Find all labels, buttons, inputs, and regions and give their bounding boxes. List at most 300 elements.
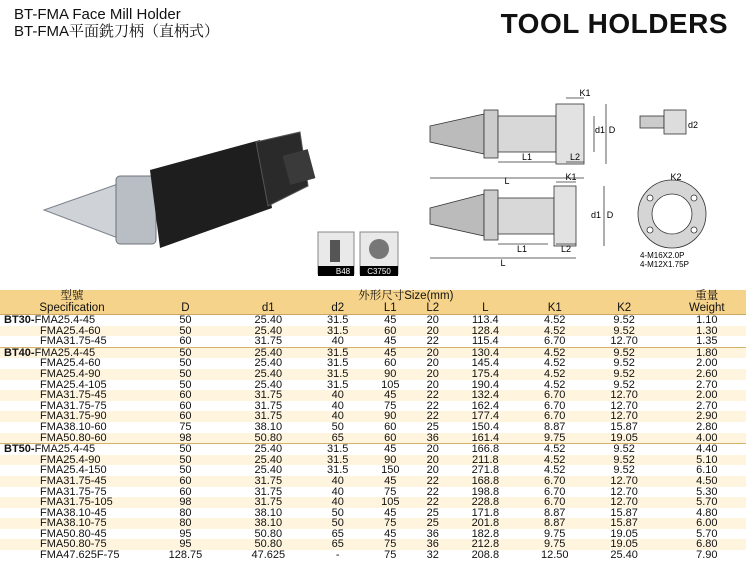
cell-model-code: FMA25.4-105 bbox=[40, 378, 107, 391]
cell-d1: 31.75 bbox=[227, 411, 310, 422]
cell-model-code: FMA31.75-45 bbox=[40, 389, 107, 402]
cell-spacer bbox=[659, 326, 668, 337]
cell-d1: 25.40 bbox=[227, 315, 310, 326]
cell-d2: - bbox=[310, 550, 366, 561]
cell-K1: 12.50 bbox=[520, 550, 589, 561]
cell-K2: 12.70 bbox=[589, 390, 658, 401]
cell-W: 2.00 bbox=[668, 390, 746, 401]
cell-L: 201.8 bbox=[451, 518, 520, 529]
cell-model bbox=[0, 550, 144, 561]
cell-K2: 15.87 bbox=[589, 518, 658, 529]
cell-model-code: FMA25.4-90 bbox=[40, 453, 101, 466]
cell-d2: 40 bbox=[310, 411, 366, 422]
cell-K1: 6.70 bbox=[520, 401, 589, 412]
cell-D: 80 bbox=[144, 518, 227, 529]
cell-d2: 31.5 bbox=[310, 347, 366, 358]
cell-L1: 60 bbox=[366, 422, 415, 433]
dim-D-2: D bbox=[606, 210, 614, 220]
cell-model-code: FMA25.4-45 bbox=[34, 346, 96, 359]
cell-d1: 25.40 bbox=[227, 347, 310, 358]
cell-spacer bbox=[659, 369, 668, 380]
cell-model-code: FMA25.4-90 bbox=[40, 367, 101, 380]
cell-spacer bbox=[659, 455, 668, 466]
cell-K1: 4.52 bbox=[520, 444, 589, 455]
dim-K1-2: K1 bbox=[565, 172, 577, 182]
cell-spacer bbox=[659, 411, 668, 422]
dim-d2: d2 bbox=[688, 120, 699, 130]
cell-d1: 31.75 bbox=[227, 476, 310, 487]
cell-L2: 22 bbox=[415, 411, 451, 422]
cell-d2: 40 bbox=[310, 487, 366, 498]
cell-spacer bbox=[659, 476, 668, 487]
brand-heading: TOOL HOLDERS bbox=[500, 8, 728, 39]
cell-model-code: FMA38.10-45 bbox=[40, 506, 107, 519]
cell-L: 212.8 bbox=[451, 539, 520, 550]
cell-spacer bbox=[659, 433, 668, 444]
cell-K1: 4.52 bbox=[520, 455, 589, 466]
cell-spacer bbox=[659, 380, 668, 391]
cell-D: 75 bbox=[144, 422, 227, 433]
cell-L2: 36 bbox=[415, 433, 451, 444]
cell-K2: 9.52 bbox=[589, 347, 658, 358]
cell-K2: 15.87 bbox=[589, 508, 658, 519]
cell-K2: 12.70 bbox=[589, 476, 658, 487]
cell-L2: 20 bbox=[415, 326, 451, 337]
cell-L1: 105 bbox=[366, 497, 415, 508]
cell-spacer bbox=[659, 529, 668, 540]
cell-d2: 31.5 bbox=[310, 358, 366, 369]
cell-L1: 45 bbox=[366, 315, 415, 326]
cell-K1: 6.70 bbox=[520, 390, 589, 401]
cell-W: 5.70 bbox=[668, 497, 746, 508]
cell-K2: 19.05 bbox=[589, 529, 658, 540]
cell-L: 132.4 bbox=[451, 390, 520, 401]
cell-model-code: FMA38.10-60 bbox=[40, 420, 107, 433]
cell-K1: 6.70 bbox=[520, 411, 589, 422]
cell-W: 5.30 bbox=[668, 487, 746, 498]
cell-model-code: FMA25.4-60 bbox=[40, 324, 101, 337]
header-d1: d1 bbox=[227, 302, 310, 315]
header-K2: K2 bbox=[589, 302, 658, 315]
cell-d1: 25.40 bbox=[227, 326, 310, 337]
cell-D: 50 bbox=[144, 358, 227, 369]
cell-D: 50 bbox=[144, 315, 227, 326]
spec-table bbox=[0, 290, 746, 561]
cell-d2: 40 bbox=[310, 497, 366, 508]
cell-K1: 6.70 bbox=[520, 476, 589, 487]
acc-label-2: C3750 bbox=[367, 267, 391, 276]
cell-K2: 9.52 bbox=[589, 380, 658, 391]
cell-d1: 47.625 bbox=[227, 550, 310, 561]
acc-label-1: B48 bbox=[335, 267, 351, 276]
cell-K2: 12.70 bbox=[589, 497, 658, 508]
cell-spacer bbox=[659, 358, 668, 369]
cell-K2: 9.52 bbox=[589, 369, 658, 380]
cell-K2: 9.52 bbox=[589, 465, 658, 476]
cell-K2: 9.52 bbox=[589, 358, 658, 369]
cell-K1: 8.87 bbox=[520, 518, 589, 529]
cell-W: 2.00 bbox=[668, 358, 746, 369]
cell-L2: 20 bbox=[415, 315, 451, 326]
cell-d1: 31.75 bbox=[227, 390, 310, 401]
header-L2: L2 bbox=[415, 302, 451, 315]
cell-L1: 45 bbox=[366, 444, 415, 455]
cell-L: 130.4 bbox=[451, 347, 520, 358]
cell-L: 198.8 bbox=[451, 487, 520, 498]
cell-model bbox=[0, 422, 144, 433]
cell-L: 175.4 bbox=[451, 369, 520, 380]
front-view bbox=[638, 180, 706, 248]
cell-d1: 50.80 bbox=[227, 433, 310, 444]
table-row bbox=[0, 336, 746, 347]
cell-spacer bbox=[659, 497, 668, 508]
cell-d1: 25.40 bbox=[227, 358, 310, 369]
cell-d2: 40 bbox=[310, 476, 366, 487]
cell-d1: 31.75 bbox=[227, 497, 310, 508]
table-row bbox=[0, 315, 746, 326]
cell-L2: 20 bbox=[415, 347, 451, 358]
cell-L: 162.4 bbox=[451, 401, 520, 412]
cell-model-code: FMA25.4-45 bbox=[34, 443, 96, 456]
cell-d1: 31.75 bbox=[227, 487, 310, 498]
cell-K1: 4.52 bbox=[520, 347, 589, 358]
cell-D: 50 bbox=[144, 326, 227, 337]
cell-D: 60 bbox=[144, 476, 227, 487]
cell-d2: 31.5 bbox=[310, 465, 366, 476]
cell-L: 161.4 bbox=[451, 433, 520, 444]
cell-D: 50 bbox=[144, 347, 227, 358]
cell-d2: 65 bbox=[310, 529, 366, 540]
cell-K1: 8.87 bbox=[520, 422, 589, 433]
cell-K1: 9.75 bbox=[520, 539, 589, 550]
cell-W: 4.40 bbox=[668, 444, 746, 455]
cell-K1: 6.70 bbox=[520, 336, 589, 347]
cell-D: 80 bbox=[144, 508, 227, 519]
cell-spacer bbox=[659, 539, 668, 550]
dim-L1-2: L1 bbox=[516, 244, 528, 254]
cell-K2: 19.05 bbox=[589, 539, 658, 550]
cell-model-code: FMA31.75-45 bbox=[40, 474, 107, 487]
cell-group: BT30- bbox=[4, 314, 35, 326]
cell-model-code: FMA25.4-150 bbox=[40, 464, 107, 477]
cell-group: BT40- bbox=[4, 346, 35, 359]
cell-D: 60 bbox=[144, 401, 227, 412]
cell-L1: 60 bbox=[366, 358, 415, 369]
cell-L: 166.8 bbox=[451, 444, 520, 455]
cell-L: 177.4 bbox=[451, 411, 520, 422]
cell-W: 2.80 bbox=[668, 422, 746, 433]
cell-D: 50 bbox=[144, 455, 227, 466]
cell-L2: 25 bbox=[415, 422, 451, 433]
dim-L-2: L bbox=[500, 258, 506, 268]
header-D: D bbox=[144, 302, 227, 315]
table-row bbox=[0, 369, 746, 380]
cell-d2: 40 bbox=[310, 336, 366, 347]
cell-K1: 4.52 bbox=[520, 315, 589, 326]
cell-L1: 45 bbox=[366, 476, 415, 487]
cell-d1: 25.40 bbox=[227, 455, 310, 466]
dim-L2-1: L2 bbox=[569, 152, 581, 162]
holder-photo bbox=[44, 132, 315, 248]
table-row bbox=[0, 550, 746, 561]
dim-L2-2: L2 bbox=[560, 244, 572, 254]
cell-W: 5.10 bbox=[668, 455, 746, 466]
cell-L1: 105 bbox=[366, 380, 415, 391]
dim-d1-2: d1 bbox=[590, 210, 602, 220]
cell-K1: 4.52 bbox=[520, 326, 589, 337]
table-header-row-2 bbox=[0, 302, 746, 315]
cell-d2: 40 bbox=[310, 390, 366, 401]
cell-L1: 45 bbox=[366, 336, 415, 347]
cell-d2: 31.5 bbox=[310, 380, 366, 391]
cell-spacer bbox=[659, 401, 668, 412]
cell-K2: 9.52 bbox=[589, 455, 658, 466]
thread-spec-2: 4-M12X1.75P bbox=[640, 260, 689, 269]
thread-spec-1: 4-M16X2.0P bbox=[640, 251, 685, 260]
cell-d1: 31.75 bbox=[227, 401, 310, 412]
cell-L2: 22 bbox=[415, 497, 451, 508]
cell-W: 1.35 bbox=[668, 336, 746, 347]
cell-D: 128.75 bbox=[144, 550, 227, 561]
header-L1: L1 bbox=[366, 302, 415, 315]
cell-d2: 31.5 bbox=[310, 315, 366, 326]
cell-L1: 75 bbox=[366, 550, 415, 561]
cell-L: 182.8 bbox=[451, 529, 520, 540]
cell-L1: 90 bbox=[366, 455, 415, 466]
cell-L1: 60 bbox=[366, 433, 415, 444]
cell-W: 1.80 bbox=[668, 347, 746, 358]
cell-L1: 75 bbox=[366, 539, 415, 550]
cell-d1: 25.40 bbox=[227, 369, 310, 380]
cell-K2: 12.70 bbox=[589, 401, 658, 412]
cell-model-code: FMA31.75-90 bbox=[40, 410, 107, 423]
cell-D: 60 bbox=[144, 411, 227, 422]
header-d2: d2 bbox=[310, 302, 366, 315]
cell-L: 271.8 bbox=[451, 465, 520, 476]
cell-d1: 25.40 bbox=[227, 465, 310, 476]
cell-L2: 22 bbox=[415, 390, 451, 401]
cell-d2: 50 bbox=[310, 508, 366, 519]
cell-L: 128.4 bbox=[451, 326, 520, 337]
cell-model-code: FMA50.80-60 bbox=[40, 431, 107, 444]
cell-L: 168.8 bbox=[451, 476, 520, 487]
cell-L2: 20 bbox=[415, 465, 451, 476]
cell-L: 145.4 bbox=[451, 358, 520, 369]
cell-model bbox=[0, 433, 144, 444]
cell-model-code: FMA31.75-45 bbox=[40, 335, 107, 348]
cell-d2: 50 bbox=[310, 422, 366, 433]
cell-model-code: FMA50.80-75 bbox=[40, 538, 107, 551]
cell-L: 208.8 bbox=[451, 550, 520, 561]
cell-L2: 20 bbox=[415, 380, 451, 391]
cell-L2: 32 bbox=[415, 550, 451, 561]
cell-L1: 150 bbox=[366, 465, 415, 476]
table-row bbox=[0, 422, 746, 433]
drawing-side-view-1 bbox=[430, 98, 606, 178]
dim-D-1: D bbox=[608, 125, 616, 135]
cell-d2: 65 bbox=[310, 539, 366, 550]
cell-d2: 65 bbox=[310, 433, 366, 444]
cell-model-code: FMA31.75-75 bbox=[40, 485, 107, 498]
cell-L1: 90 bbox=[366, 369, 415, 380]
cell-spacer bbox=[659, 465, 668, 476]
cell-W: 2.70 bbox=[668, 380, 746, 391]
cell-L: 211.8 bbox=[451, 455, 520, 466]
cell-d1: 31.75 bbox=[227, 336, 310, 347]
cell-d2: 31.5 bbox=[310, 444, 366, 455]
cell-K1: 4.52 bbox=[520, 380, 589, 391]
cell-L2: 22 bbox=[415, 487, 451, 498]
cell-L: 150.4 bbox=[451, 422, 520, 433]
cell-D: 95 bbox=[144, 539, 227, 550]
table-row bbox=[0, 433, 746, 444]
cell-K2: 15.87 bbox=[589, 422, 658, 433]
cell-K1: 4.52 bbox=[520, 369, 589, 380]
cell-d1: 25.40 bbox=[227, 380, 310, 391]
cell-d1: 50.80 bbox=[227, 539, 310, 550]
cell-K1: 4.52 bbox=[520, 465, 589, 476]
cell-d2: 31.5 bbox=[310, 369, 366, 380]
cell-D: 50 bbox=[144, 369, 227, 380]
cell-spacer bbox=[659, 315, 668, 326]
cell-K1: 9.75 bbox=[520, 433, 589, 444]
cell-L1: 75 bbox=[366, 401, 415, 412]
cell-L2: 20 bbox=[415, 455, 451, 466]
cell-W: 1.10 bbox=[668, 315, 746, 326]
cell-d1: 38.10 bbox=[227, 422, 310, 433]
cell-L1: 45 bbox=[366, 347, 415, 358]
cell-K2: 12.70 bbox=[589, 336, 658, 347]
cell-W: 6.00 bbox=[668, 518, 746, 529]
cell-L: 190.4 bbox=[451, 380, 520, 391]
header-K1: K1 bbox=[520, 302, 589, 315]
cell-spacer bbox=[659, 390, 668, 401]
dim-L-1: L bbox=[504, 176, 510, 186]
cell-spacer bbox=[659, 518, 668, 529]
product-illustration bbox=[0, 58, 746, 290]
cell-d2: 50 bbox=[310, 518, 366, 529]
dim-K1-1: K1 bbox=[579, 88, 591, 98]
cell-K2: 12.70 bbox=[589, 411, 658, 422]
dim-d1-1: d1 bbox=[594, 125, 606, 135]
cell-model-code: FMA38.10-75 bbox=[40, 517, 107, 530]
cell-D: 60 bbox=[144, 487, 227, 498]
cell-L2: 36 bbox=[415, 529, 451, 540]
cell-model bbox=[0, 315, 144, 326]
cell-L1: 75 bbox=[366, 487, 415, 498]
header-weight: 重量 bbox=[668, 290, 746, 302]
cell-K2: 9.52 bbox=[589, 326, 658, 337]
cell-model-code: FMA25.4-45 bbox=[34, 314, 96, 326]
cell-K1: 4.52 bbox=[520, 358, 589, 369]
cell-model bbox=[0, 369, 144, 380]
cell-W: 2.70 bbox=[668, 401, 746, 412]
table-row bbox=[0, 476, 746, 487]
header-model-en: Specification bbox=[0, 302, 144, 315]
cell-spacer bbox=[659, 550, 668, 561]
cell-L2: 20 bbox=[415, 369, 451, 380]
cell-L2: 22 bbox=[415, 401, 451, 412]
cell-W: 1.30 bbox=[668, 326, 746, 337]
cell-K2: 19.05 bbox=[589, 433, 658, 444]
cell-spacer bbox=[659, 422, 668, 433]
accessory-b48 bbox=[318, 232, 354, 276]
cell-W: 4.80 bbox=[668, 508, 746, 519]
cell-K2: 12.70 bbox=[589, 487, 658, 498]
cell-W: 2.90 bbox=[668, 411, 746, 422]
cell-W: 2.60 bbox=[668, 369, 746, 380]
cell-model bbox=[0, 476, 144, 487]
header-model: 型號 bbox=[0, 290, 144, 302]
cell-L1: 60 bbox=[366, 326, 415, 337]
cell-d1: 38.10 bbox=[227, 518, 310, 529]
cell-model-code: FMA50.80-45 bbox=[40, 527, 107, 540]
cell-d2: 40 bbox=[310, 401, 366, 412]
cell-spacer bbox=[659, 508, 668, 519]
cell-d2: 31.5 bbox=[310, 455, 366, 466]
cell-K2: 9.52 bbox=[589, 315, 658, 326]
cell-W: 4.00 bbox=[668, 433, 746, 444]
cell-L: 113.4 bbox=[451, 315, 520, 326]
cell-D: 50 bbox=[144, 465, 227, 476]
cell-d1: 38.10 bbox=[227, 508, 310, 519]
cell-D: 98 bbox=[144, 497, 227, 508]
key-detail bbox=[640, 110, 686, 134]
cell-D: 50 bbox=[144, 444, 227, 455]
cell-spacer bbox=[659, 336, 668, 347]
cell-D: 60 bbox=[144, 390, 227, 401]
cell-K2: 25.40 bbox=[589, 550, 658, 561]
cell-L2: 22 bbox=[415, 476, 451, 487]
cell-K1: 6.70 bbox=[520, 487, 589, 498]
cell-L1: 75 bbox=[366, 518, 415, 529]
cell-L2: 20 bbox=[415, 358, 451, 369]
cell-D: 50 bbox=[144, 380, 227, 391]
cell-K1: 9.75 bbox=[520, 529, 589, 540]
cell-group: BT50- bbox=[4, 443, 35, 456]
cell-model bbox=[0, 336, 144, 347]
dim-K2: K2 bbox=[670, 172, 682, 182]
cell-W: 5.70 bbox=[668, 529, 746, 540]
cell-W: 6.10 bbox=[668, 465, 746, 476]
cell-L2: 20 bbox=[415, 444, 451, 455]
cell-L: 115.4 bbox=[451, 336, 520, 347]
cell-L2: 25 bbox=[415, 518, 451, 529]
cell-L2: 22 bbox=[415, 336, 451, 347]
title-chinese: BT-FMA平面銑刀柄（直柄式） bbox=[14, 23, 219, 40]
table-header-row-1 bbox=[0, 290, 746, 302]
cell-d1: 25.40 bbox=[227, 444, 310, 455]
cell-spacer bbox=[659, 444, 668, 455]
cell-K1: 6.70 bbox=[520, 497, 589, 508]
cell-L1: 45 bbox=[366, 529, 415, 540]
page-title bbox=[14, 6, 219, 40]
cell-spacer bbox=[659, 347, 668, 358]
cell-d1: 50.80 bbox=[227, 529, 310, 540]
cell-L2: 25 bbox=[415, 508, 451, 519]
header-L: L bbox=[451, 302, 520, 315]
cell-D: 98 bbox=[144, 433, 227, 444]
cell-W: 6.80 bbox=[668, 539, 746, 550]
cell-K1: 8.87 bbox=[520, 508, 589, 519]
cell-D: 95 bbox=[144, 529, 227, 540]
dim-L1-1: L1 bbox=[521, 152, 533, 162]
cell-L: 228.8 bbox=[451, 497, 520, 508]
cell-model-code: FMA31.75-75 bbox=[40, 399, 107, 412]
accessory-c3750 bbox=[360, 232, 398, 276]
cell-model-code: FMA25.4-60 bbox=[40, 357, 101, 370]
cell-L2: 36 bbox=[415, 539, 451, 550]
